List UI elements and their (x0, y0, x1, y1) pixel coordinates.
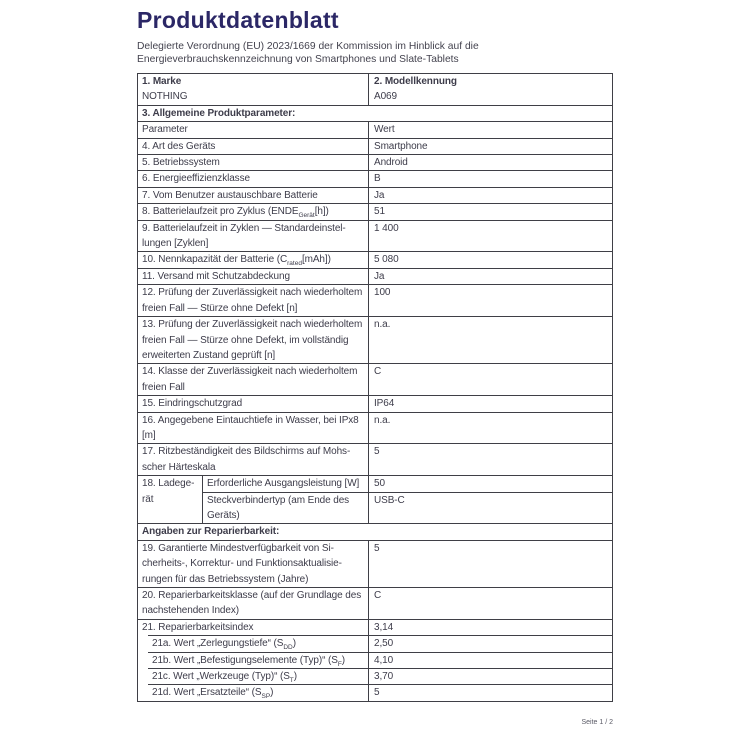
table-row-9 (138, 220, 612, 252)
table-row-21 (138, 619, 612, 635)
param-label: Steckverbindertyp (am Ende des Geräts) (203, 493, 369, 524)
param-label: 14. Klasse der Zuverlässigkeit nach wiederholtem freien Fall (138, 364, 369, 395)
page-number: Seite 1 / 2 (581, 719, 613, 726)
param-label: 6. Energieeffizienzklasse (138, 171, 369, 186)
table-row-21b (138, 652, 612, 668)
param-value: 100 (374, 287, 391, 299)
param-label: 7. Vom Benutzer austauschbare Batterie (138, 188, 369, 203)
param-label: 21a. Wert „Zerlegungstiefe“ $(S_{DD})$ (148, 636, 369, 651)
param-label: 21b. Wert „Befestigungselemente (Typ)“ $(S_F)$ (148, 653, 369, 668)
param-value: B (374, 173, 381, 185)
table-row-21d (138, 684, 612, 700)
subscript: T (289, 677, 294, 685)
param-value: 5 080 (374, 254, 399, 266)
table-row-13 (138, 316, 612, 363)
table-row-14 (138, 363, 612, 395)
table-row-17 (138, 443, 612, 475)
param-label: 10. Nennkapazität der Batterie $(C_{rated}[mAh])$ (138, 252, 369, 267)
brand-cell (138, 74, 369, 105)
param-label: 20. Reparierbarkeitsklasse (auf der Grundlage des nachstehenden Index) (138, 588, 369, 619)
section-general-header: 3. Allgemeine Produktparameter: (142, 107, 296, 119)
table-row-21a (138, 635, 612, 651)
param-value: Android (374, 157, 408, 169)
param-value: Ja (374, 189, 385, 201)
param-value: Smartphone (374, 140, 428, 152)
param-label: 13. Prüfung der Zuverlässigkeit nach wiederholtem freien Fall — Stürze ohne Defekt, im vollständig erweiterten Zustand geprüft [n] (138, 317, 369, 363)
param-value: 51 (374, 206, 385, 218)
table-row-12 (138, 284, 612, 316)
param-label: 12. Prüfung der Zuverlässigkeit nach wiederholtem freien Fall — Stürze ohne Defekt [n] (138, 285, 369, 316)
table-row-10 (138, 251, 612, 267)
param-value: 1 400 (374, 222, 399, 234)
brand-model-row (138, 74, 612, 105)
param-value: 4,10 (374, 654, 394, 666)
table-row-18-charger (138, 475, 612, 523)
param-value: n.a. (374, 414, 391, 426)
subscript: Gerät (298, 212, 315, 220)
charger-subrow-connector (203, 492, 612, 524)
column-header-row (138, 121, 612, 137)
col-value-header: Wert (374, 124, 395, 136)
param-value: 5 (374, 687, 380, 699)
table-row-11 (138, 268, 612, 284)
charger-subrow-power (203, 476, 612, 491)
subscript: SP (261, 693, 271, 701)
param-label: 9. Batterielaufzeit in Zyklen — Standardeinstellungen [Zyklen] (138, 221, 369, 252)
param-label: 5. Betriebssystem (138, 155, 369, 170)
product-table (137, 73, 613, 702)
param-value: 5 (374, 542, 380, 554)
col-param-header: Parameter (138, 122, 369, 137)
table-row-20 (138, 587, 612, 619)
table-row-4 (138, 138, 612, 154)
param-label: 15. Eindringschutzgrad (138, 396, 369, 411)
param-value: USB-C (374, 494, 405, 506)
page-subtitle: Delegierte Verordnung (EU) 2023/1669 der Kommission im Hinblick auf die Energieverbrauchskennzeichnung von Smartphones und Slate-Tablets (137, 41, 479, 65)
section-general-row (138, 105, 612, 121)
charger-subtable (203, 476, 612, 523)
param-value: C (374, 590, 382, 601)
table-row-19 (138, 540, 612, 587)
table-row-15 (138, 395, 612, 411)
subscript: rated (287, 260, 302, 268)
param-label: 8. Batterielaufzeit pro Zyklus $(ENDE_{Gerät}[h])$ (138, 204, 369, 219)
param-value: 50 (374, 478, 385, 490)
param-value: 3,14 (374, 621, 394, 633)
model-header: 2. Modellkennung (374, 76, 457, 87)
section-repair-row (138, 523, 612, 539)
charger-label: 18. Ladegerät (138, 476, 203, 523)
param-value: C (374, 366, 382, 378)
param-value: IP64 (374, 398, 395, 410)
param-label: 21c. Wert „Werkzeuge (Typ)“ $(S_T)$ (148, 669, 369, 684)
brand-value: NOTHING (142, 91, 188, 103)
param-label: Erforderliche Ausgangsleistung [W] (203, 476, 369, 491)
param-value: Ja (374, 270, 385, 282)
table-row-5 (138, 154, 612, 170)
param-value: 3,70 (374, 671, 394, 683)
param-label: 17. Ritzbeständigkeit des Bildschirms auf Mohsscher Härteskala (138, 444, 369, 475)
table-row-16 (138, 412, 612, 444)
table-row-21c (138, 668, 612, 684)
subscript: DD (283, 644, 293, 652)
param-value: 2,50 (374, 638, 394, 650)
datasheet-page (137, 0, 613, 702)
param-label: 4. Art des Geräts (138, 139, 369, 154)
model-cell (369, 74, 612, 105)
param-value: 5 (374, 446, 380, 458)
brand-header: 1. Marke (142, 76, 182, 87)
table-row-8 (138, 203, 612, 219)
table-row-7 (138, 187, 612, 203)
page-title: Produktdatenblatt (137, 7, 339, 33)
param-value: n.a. (374, 319, 391, 331)
param-label: 11. Versand mit Schutzabdeckung (138, 269, 369, 284)
table-row-6 (138, 170, 612, 186)
param-label: 21. Reparierbarkeitsindex (138, 620, 369, 635)
param-label: 21d. Wert „Ersatzteile“ $(S_{SP})$ (148, 685, 369, 700)
param-label: 19. Garantierte Mindestverfügbarkeit von Sicherheits-, Korrektur- und Funktionsaktualisierungen für das Betriebssystem (Jahre) (138, 541, 369, 587)
model-value: A069 (374, 91, 397, 103)
section-repair-header: Angaben zur Reparierbarkeit: (142, 526, 280, 538)
param-label: 16. Angegebene Eintauchtiefe in Wasser, bei IPx8 [m] (138, 413, 369, 444)
subscript: F (337, 660, 342, 668)
